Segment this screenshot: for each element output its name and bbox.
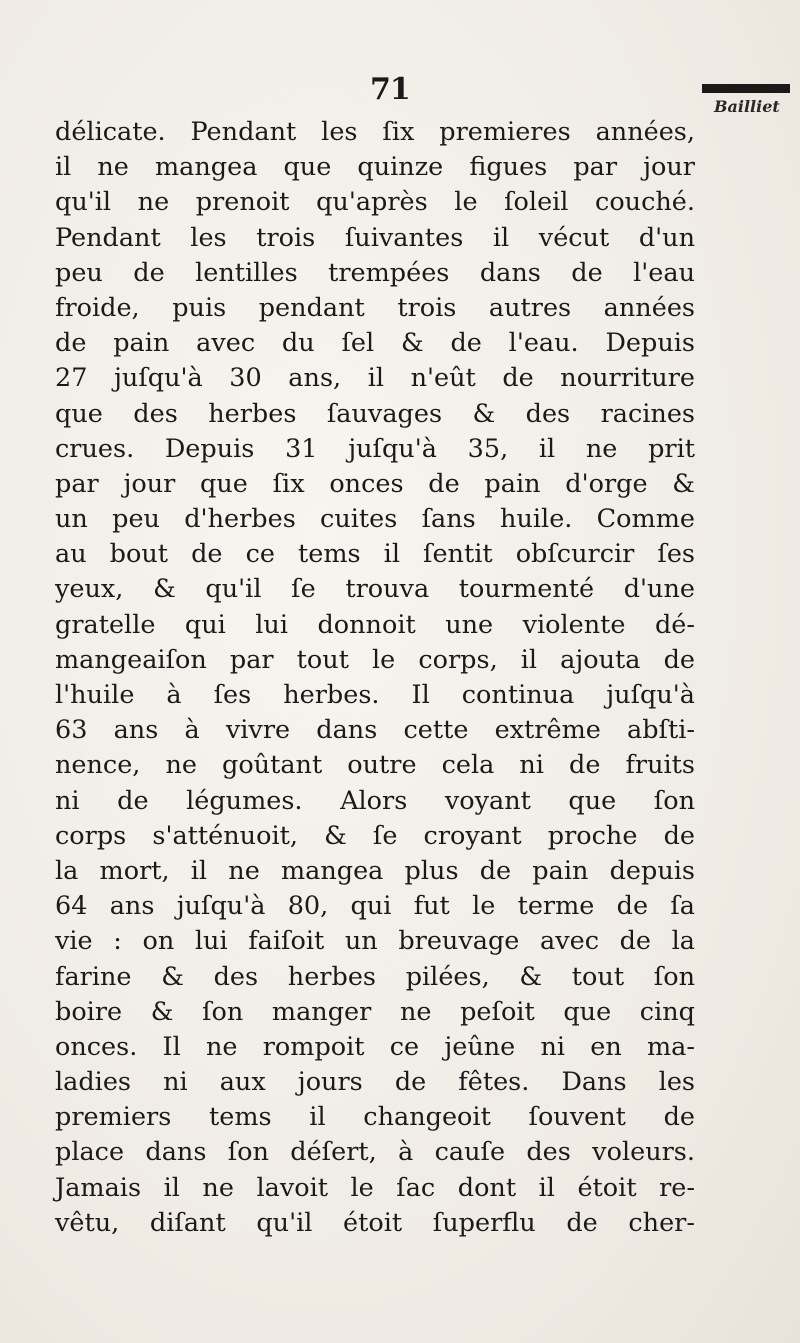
- text-line: vêtu, diſant qu'il étoit ſuperflu de cher-: [55, 1207, 695, 1238]
- text-line: peu de lentilles trempées dans de l'eau: [55, 257, 695, 288]
- text-line: ni de légumes. Alors voyant que ſon: [55, 785, 695, 816]
- text-line: la mort, il ne mangea plus de pain depuis: [55, 855, 695, 886]
- text-line: mangeaiſon par tout le corps, il ajouta de: [55, 644, 695, 675]
- text-line: yeux, & qu'il ſe trouva tourmenté d'une: [55, 574, 695, 605]
- text-line: crues. Depuis 31 juſqu'à 35, il ne prit: [55, 433, 695, 464]
- text-line: l'huile à ſes herbes. Il continua juſqu'à: [55, 680, 695, 710]
- library-stamp: Bailliet: [714, 97, 780, 116]
- text-line: premiers tems il changeoit ſouvent de: [55, 1102, 695, 1133]
- text-line: boire & ſon manger ne peſoit que cinq: [55, 996, 695, 1027]
- page-number: 71: [370, 72, 410, 107]
- library-rule: [702, 84, 790, 93]
- text-line: place dans ſon déſert, à cauſe des voleurs.: [55, 1137, 695, 1168]
- text-line: un peu d'herbes cuites ſans huile. Comme: [55, 504, 695, 535]
- text-line: par jour que ſix onces de pain d'orge &: [55, 468, 695, 499]
- text-line: qu'il ne prenoit qu'après le ſoleil couché.: [55, 187, 695, 218]
- text-line: vie : on lui faiſoit un breuvage avec de la: [55, 926, 695, 957]
- text-line: que des herbes ſauvages & des racines: [55, 398, 695, 429]
- text-line: 64 ans juſqu'à 80, qui fut le terme de ſa: [55, 891, 695, 922]
- text-line: Jamais il ne lavoit le ſac dont il étoit re-: [55, 1172, 695, 1203]
- text-line: gratelle qui lui donnoit une violente dé-: [55, 609, 695, 640]
- text-line: au bout de ce tems il ſentit obſcurcir ſes: [55, 539, 695, 570]
- text-line: onces. Il ne rompoit ce jeûne ni en ma-: [55, 1031, 695, 1062]
- text-line: froide, puis pendant trois autres années: [55, 292, 695, 323]
- text-line: corps s'atténuoit, & ſe croyant proche de: [55, 820, 695, 851]
- text-line: de pain avec du ſel & de l'eau. Depuis: [55, 328, 695, 359]
- library-mark: [702, 84, 792, 116]
- text-line: Pendant les trois ſuivantes il vécut d'un: [55, 222, 695, 253]
- text-line: il ne mangea que quinze figues par jour: [55, 152, 695, 183]
- text-line: farine & des herbes pilées, & tout ſon: [55, 961, 695, 992]
- text-line: nence, ne goûtant outre cela ni de fruits: [55, 750, 695, 781]
- text-line: ladies ni aux jours de fêtes. Dans les: [55, 1067, 695, 1098]
- text-line: délicate. Pendant les ſix premieres années,: [55, 117, 695, 147]
- body-text: [55, 115, 695, 1241]
- text-line: 63 ans à vivre dans cette extrême abſti-: [55, 715, 695, 746]
- text-line: 27 juſqu'à 30 ans, il n'eût de nourriture: [55, 363, 695, 394]
